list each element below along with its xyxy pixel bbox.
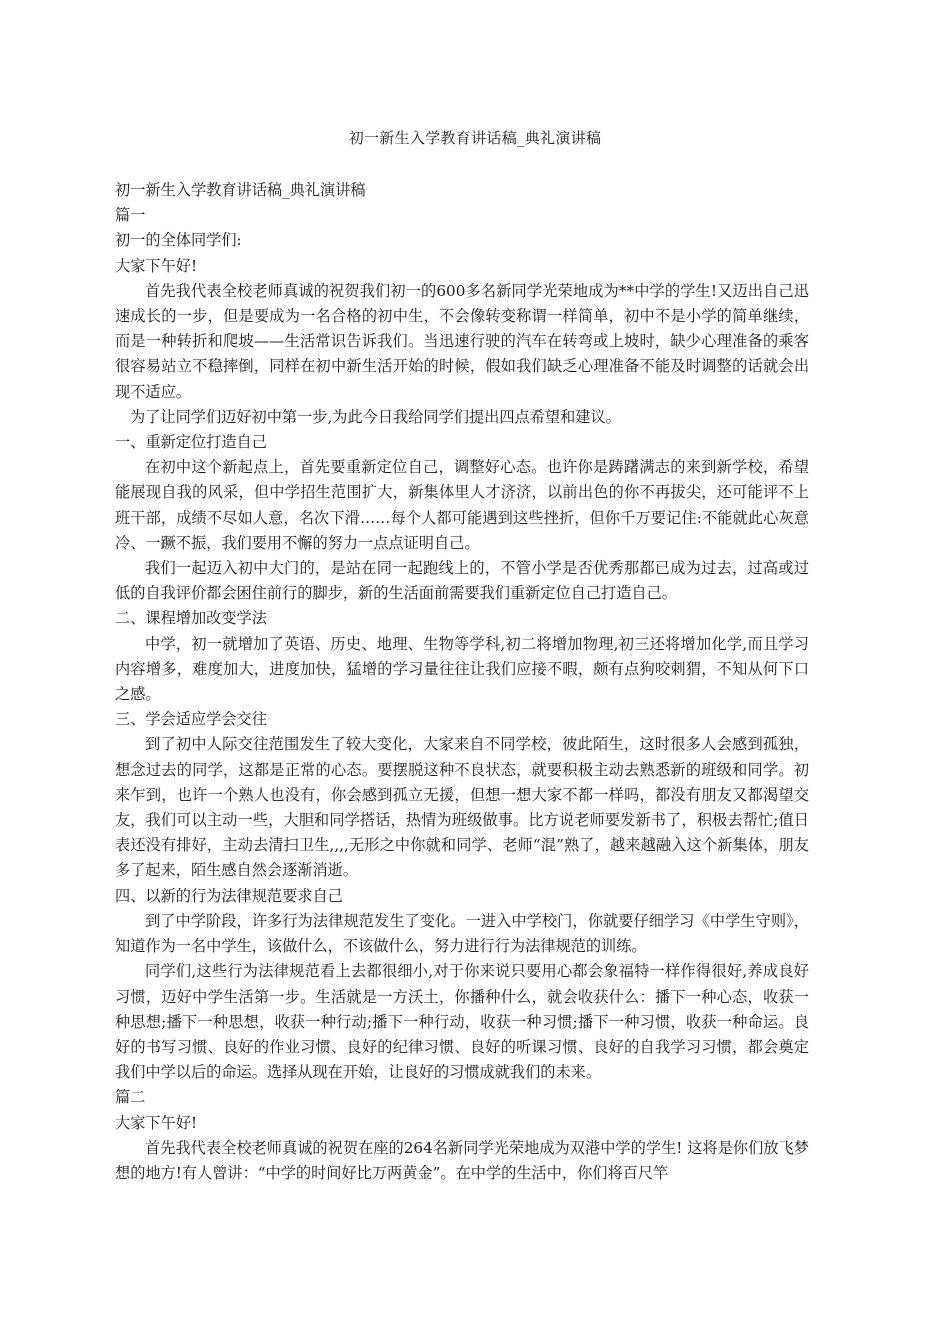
- document-title: 初一新生入学教育讲话稿_典礼演讲稿: [348, 129, 602, 147]
- document-subtitle: 初一新生入学教育讲话稿_典礼演讲稿: [115, 181, 366, 199]
- greeting-afternoon-2: 大家下午好!: [115, 1113, 198, 1132]
- part-one-label: 篇一: [115, 206, 146, 225]
- greeting-afternoon: 大家下午好!: [115, 256, 198, 275]
- document-body: [115, 178, 809, 1186]
- section-heading-4: 四、以新的行为法律规范要求自己: [115, 886, 343, 905]
- section-heading-1: 一、重新定位打造自己: [115, 433, 267, 452]
- section-heading-2: 二、课程增加改变学法: [115, 609, 267, 628]
- part-two-label: 篇二: [115, 1088, 146, 1107]
- paragraph-rules: 到了中学阶段，许多行为法律规范发生了变化。一进入中学校门，你就要仔细学习《中学生守则》，知道作为一名中学生，该做什么，不该做什么，努力进行行为法律规范的训练。: [115, 911, 809, 956]
- paragraph-starting-line: 我们一起迈入初中大门的，是站在同一起跑线上的，不管小学是否优秀那都已成为过去，过高或过低的自我评价都会困住前行的脚步，新的生活面前需要我们重新定位自己打造自己。: [115, 559, 809, 603]
- section-heading-3: 三、学会适应学会交往: [115, 710, 267, 729]
- paragraph-suggestions-intro: 为了让同学们迈好初中第一步,为此今日我给同学们提出四点希望和建议。: [130, 407, 621, 426]
- paragraph-part-two-opening: 首先我代表全校老师真诚的祝贺在座的264名新同学光荣地成为双港中学的学生! 这将是你们放飞梦想的地方!有人曾讲：“中学的时间好比万两黄金”。在中学的生活中，你们将百尺竿: [115, 1138, 809, 1182]
- greeting-students: 初一的全体同学们:: [115, 231, 242, 250]
- paragraph-habits: 同学们,这些行为法律规范看上去都很细小,对于你来说只要用心都会象福特一样作得很好,养成良好习惯，迈好中学生活第一步。生活就是一方沃土，你播种什么，就会收获什么：播下一种心态，收获一种思想;播下一种思想，收获一种行动;播下一种行动，收获一种习惯;播下一种习惯，收获一种命运。良好的书写习惯、良好的作业习惯、良好的纪律习惯、良好的听课习惯、良好的自我学习习惯，都会奠定我们中学以后的命运。选择从现在开始，让良好的习惯成就我们的未来。: [115, 962, 809, 1082]
- paragraph-social: 到了初中人际交往范围发生了较大变化，大家来自不同学校，彼此陌生，这时很多人会感到孤独，想念过去的同学，这都是正常的心态。要摆脱这种不良状态，就要积极主动去熟悉新的班级和同学。初来乍到，也许一个熟人也没有，你会感到孤立无援，但想一想大家不都一样吗，都没有朋友又都渴望交友，我们可以主动一些，大胆和同学搭话，热情为班级做事。比方说老师要发新书了，积极去帮忙;值日表还没有排好，主动去清扫卫生,,,,无形之中你就和同学、老师“混”熟了，越来越融入这个新集体，朋友多了起来，陌生感自然会逐渐消逝。: [115, 735, 809, 880]
- paragraph-reposition: 在初中这个新起点上，首先要重新定位自己，调整好心态。也许你是踌躇满志的来到新学校，希望能展现自我的风采，但中学招生范围扩大，新集体里人才济济，以前出色的你不再拔尖，还可能评不上班干部，成绩不尽如人意，名次下滑……每个人都可能遇到这些挫折，但你千万要记住:不能就此心灰意冷、一蹶不振，我们要用不懈的努力一点点证明自己。: [115, 458, 809, 552]
- paragraph-opening: 首先我代表全校老师真诚的祝贺我们初一的600多名新同学光荣地成为**中学的学生!又迈出自己迅速成长的一步，但是要成为一名合格的初中生，不会像转变称谓一样简单，初中不是小学的简单继续，而是一种转折和爬坡——生活常识告诉我们。当迅速行驶的汽车在转弯或上坡时，缺少心理准备的乘客很容易站立不稳摔倒，同样在初中新生活开始的时候，假如我们缺乏心理准备不能及时调整的话就会出现不适应。: [115, 281, 809, 401]
- paragraph-courses: 中学，初一就增加了英语、历史、地理、生物等学科,初二将增加物理,初三还将增加化学,而且学习内容增多，难度加大，进度加快，猛增的学习量往往让我们应接不暇，颇有点狗咬刺猬，不知从何下口之感。: [115, 634, 809, 704]
